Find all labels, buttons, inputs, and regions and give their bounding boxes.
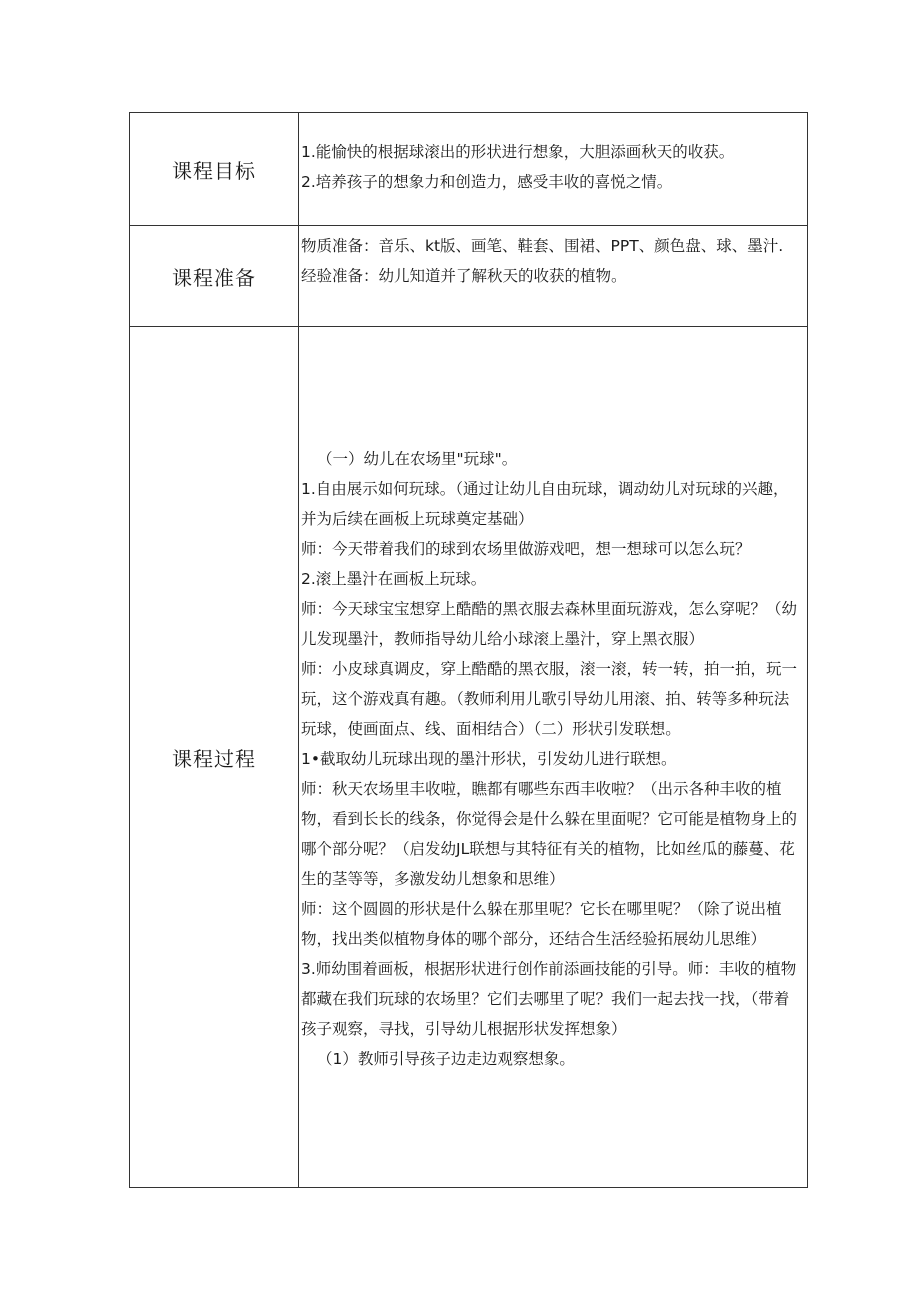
course-goal-heading: 课程目标 [130, 113, 299, 226]
process-line-2: 1.自由展示如何玩球。（通过让幼儿自由玩球，调动幼儿对玩球的兴趣，并为后续在画板上玩球奠定基础） [301, 480, 789, 528]
course-prep-row [130, 226, 808, 327]
process-line-8: 师：秋天农场里丰收啦，瞧都有哪些东西丰收啦？（出示各种丰收的植物，看到长长的线条，你觉得会是什么躲在里面呢？它可能是植物身上的哪个部分呢？（启发幼JL联想与其特征有关的植物，比如丝瓜的藤蔓、花生的茎等等，多激发幼儿想象和思维） [301, 780, 798, 888]
process-line-3: 师：今天带着我们的球到农场里做游戏吧，想一想球可以怎么玩？ [301, 540, 751, 558]
course-process-heading: 课程过程 [130, 327, 299, 1188]
process-line-9: 师：这个圆圆的形状是什么躲在那里呢？它长在哪里呢？（除了说出植物，找出类似植物身体的哪个部分，还结合生活经验拓展幼儿思维） [301, 900, 782, 948]
process-line-5: 师：今天球宝宝想穿上酷酷的黑衣服去森林里面玩游戏，怎么穿呢？（幼儿发现墨汁，教师指导幼儿给小球滚上墨汁，穿上黑衣服） [301, 600, 798, 648]
process-line-10: 3.师幼围着画板，根据形状进行创作前添画技能的引导。师：丰收的植物都藏在我们玩球的农场里？它们去哪里了呢？我们一起去找一找，（带着孩子观察，寻找，引导幼儿根据形状发挥想象） [301, 960, 797, 1038]
process-line-1: （一）幼儿在农场里"玩球"。 [317, 450, 518, 468]
process-line-4: 2.滚上墨汁在画板上玩球。 [301, 570, 487, 588]
course-process-content [299, 327, 808, 1188]
goal-line-1: 1.能愉快的根据球滚出的形状进行想象，大胆添画秋天的收获。 [301, 143, 735, 161]
course-goal-row [130, 113, 808, 226]
course-prep-content [299, 226, 808, 327]
prep-experience-line: 经验准备：幼儿知道并了解秋天的收获的植物。 [301, 267, 627, 285]
lesson-plan-table [129, 112, 808, 1188]
process-line-6: 师：小皮球真调皮，穿上酷酷的黑衣服，滚一滚，转一转，拍一拍，玩一玩，这个游戏真有趣。（教师利用儿歌引导幼儿用滚、拍、转等多种玩法玩球，使画面点、线、面相结合）（二）形状引发联想。 [301, 660, 798, 738]
process-line-7: 1•截取幼儿玩球出现的墨汁形状，引发幼儿进行联想。 [301, 750, 677, 768]
goal-line-2: 2.培养孩子的想象力和创造力，感受丰收的喜悦之情。 [301, 173, 673, 191]
course-goal-content [299, 113, 808, 226]
course-prep-heading: 课程准备 [130, 226, 299, 327]
prep-materials-line: 物质准备：音乐、kt版、画笔、鞋套、围裙、PPT、颜色盘、球、墨汁. [301, 237, 784, 255]
course-process-row [130, 327, 808, 1188]
process-line-11: （1）教师引导孩子边走边观察想象。 [317, 1050, 575, 1068]
